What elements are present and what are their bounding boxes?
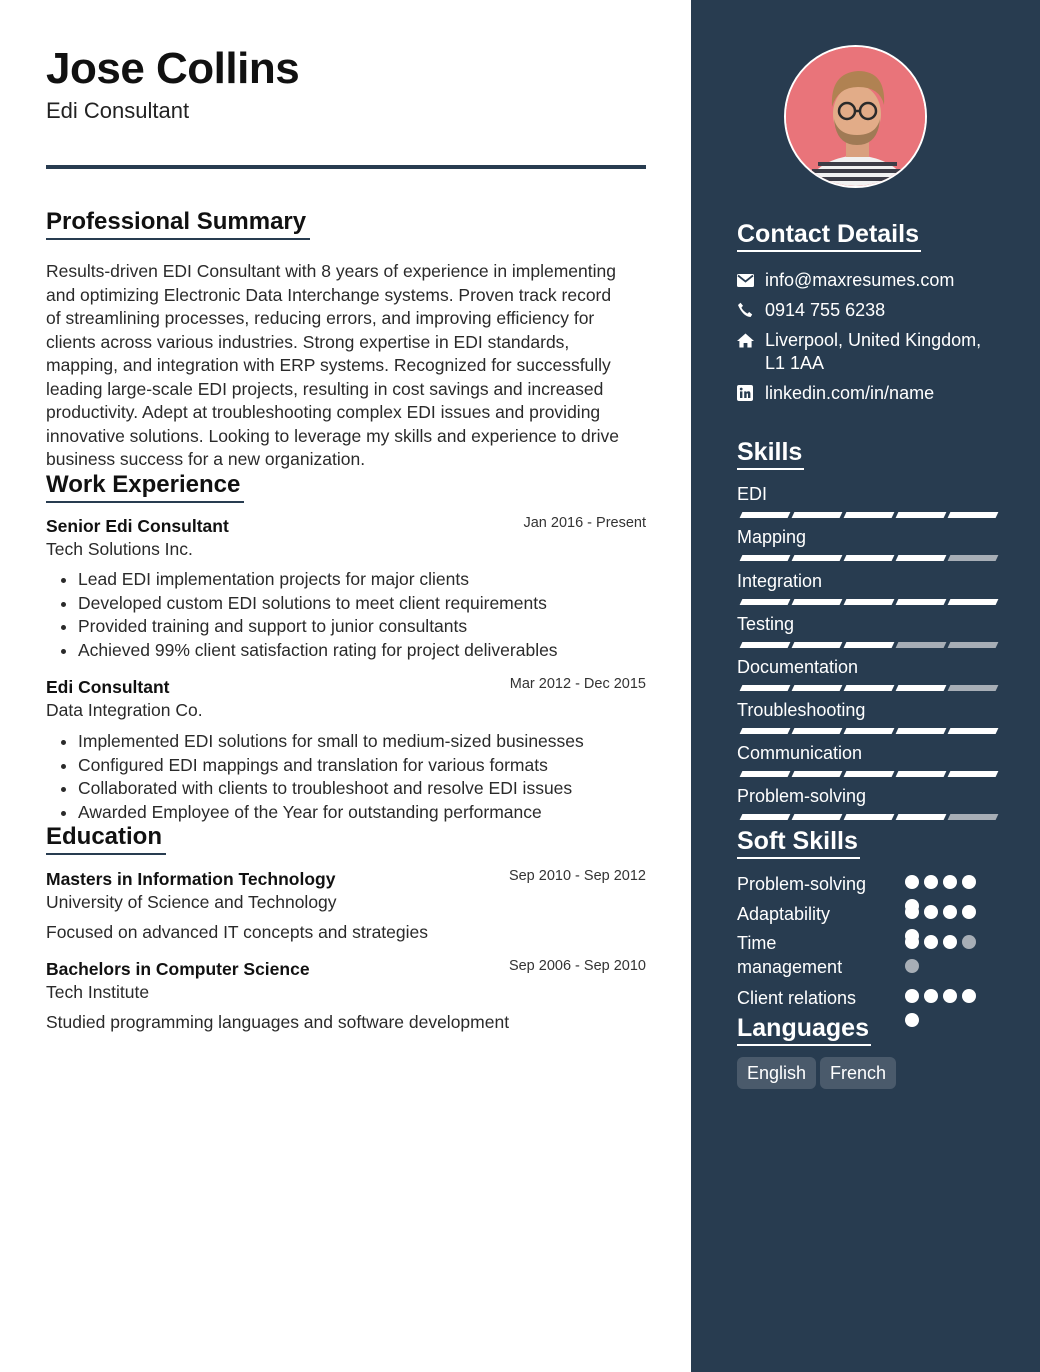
skill-level-segment [792, 512, 843, 518]
summary-line: clients across various industries. Strong expertise in EDI standards, [46, 331, 570, 352]
job-company: Data Integration Co. [46, 700, 203, 720]
skill-level-segment [896, 771, 947, 777]
rating-dot [924, 989, 938, 1003]
skill-name: Troubleshooting [737, 700, 866, 720]
skill-level-segment [948, 512, 999, 518]
skill-level-segment [740, 642, 791, 648]
avatar [784, 45, 927, 188]
skill-name: Testing [737, 614, 795, 634]
skill-level-bar [737, 642, 993, 648]
skill-name: Documentation [737, 657, 859, 677]
skill-level-segment [844, 599, 895, 605]
skill-level-segment [740, 771, 791, 777]
rating-dot [962, 935, 976, 949]
degree-dates: Sep 2010 - Sep 2012 [508, 868, 646, 884]
skill-level-segment [740, 814, 791, 820]
contact-phone[interactable] [737, 299, 1007, 322]
summary-line: productivity. Adept at troubleshooting complex EDI issues and providing [46, 402, 601, 422]
skill-level-segment [948, 771, 999, 777]
job-company: Tech Solutions Inc. [46, 539, 193, 559]
summary-heading: Professional Summary [46, 208, 310, 240]
skill-level-segment [948, 555, 999, 561]
skill-level-segment [792, 728, 843, 734]
skill-level-bar [737, 728, 993, 734]
skill-level-segment [740, 685, 791, 691]
skill-level-segment [948, 685, 999, 691]
summary-line: and optimizing Electronic Data Interchange systems. Proven track record [46, 284, 612, 305]
skill-level-segment [948, 814, 999, 820]
school-name: Tech Institute [46, 982, 150, 1002]
rating-dot [943, 905, 957, 919]
rating-dot [962, 989, 976, 1003]
summary-line: of streamlining processes, reducing errors, and improving efficiency for [46, 308, 595, 328]
skill-level-segment [896, 728, 947, 734]
job-bullet: • Collaborated with clients to troubleshoot and resolve EDI issues [78, 777, 646, 801]
soft-skill-name: Adaptability [737, 904, 831, 924]
job-title: Senior Edi Consultant [46, 516, 229, 536]
skill-level-bar [737, 555, 993, 561]
rating-dot [905, 875, 919, 889]
job-dates: Jan 2016 - Present [523, 515, 646, 531]
home-icon [737, 329, 765, 351]
job-bullet: • Lead EDI implementation projects for major clients [78, 568, 646, 592]
school-name: University of Science and Technology [46, 892, 337, 912]
skill-level-segment [844, 685, 895, 691]
sidebar [691, 0, 1040, 1372]
language-tag: English [737, 1057, 816, 1089]
skill-level-segment [896, 642, 947, 648]
job-dates: Mar 2012 - Dec 2015 [509, 676, 646, 692]
rating-dot [905, 989, 919, 1003]
job-bullet: • Achieved 99% client satisfaction rating for project deliverables [78, 639, 646, 663]
job-bullets [78, 568, 646, 662]
skill-level-segment [948, 642, 999, 648]
soft-skill-name: Client relations [737, 988, 857, 1008]
rating-dot [943, 989, 957, 1003]
contact-linkedin[interactable] [737, 382, 1007, 405]
address-line: Liverpool, United Kingdom, [765, 330, 982, 350]
rating-dot [924, 905, 938, 919]
rating-dot [905, 935, 919, 949]
skill-name: Problem-solving [737, 786, 867, 806]
address-line: L1 1AA [765, 353, 825, 373]
rating-dot [905, 905, 919, 919]
language-tag: French [820, 1057, 896, 1089]
soft-skill-name: Time management [737, 933, 843, 977]
skill-level-segment [740, 555, 791, 561]
candidate-name: Jose Collins [46, 44, 300, 93]
skill-name: Mapping [737, 527, 807, 547]
skills-heading: Skills [737, 438, 804, 470]
degree-title: Bachelors in Computer Science [46, 959, 310, 979]
summary-line: mapping, and integration with ERP systems. Recognized for successfully [46, 355, 611, 375]
job-bullet: • Implemented EDI solutions for small to medium-sized businesses [78, 730, 646, 754]
skill-level-segment [792, 685, 843, 691]
skill-level-segment [896, 555, 947, 561]
skill-level-bar [737, 685, 993, 691]
skill-level-segment [844, 814, 895, 820]
job-bullet: • Configured EDI mappings and translation for various formats [78, 754, 646, 778]
skill-level-segment [844, 512, 895, 518]
linkedin-icon [737, 382, 765, 404]
phone-icon [737, 299, 765, 321]
rating-dot [905, 1013, 919, 1027]
email-icon [737, 269, 765, 291]
skill-level-segment [844, 642, 895, 648]
degree-title: Masters in Information Technology [46, 869, 336, 889]
summary-line: innovative solutions. Looking to leverage my skills and experience to drive [46, 425, 619, 446]
skill-level-bar [737, 599, 993, 605]
skill-level-segment [740, 728, 791, 734]
skill-level-segment [792, 555, 843, 561]
job-bullets [78, 730, 646, 824]
languages-heading: Languages [737, 1014, 871, 1046]
address-text [765, 329, 981, 375]
skill-level-segment [896, 599, 947, 605]
job-title: Edi Consultant [46, 677, 170, 697]
summary-text [46, 260, 646, 472]
degree-description: Focused on advanced IT concepts and strategies [46, 922, 429, 942]
skill-level-bar [737, 512, 993, 518]
contact-heading: Contact Details [737, 220, 921, 252]
skill-level-segment [844, 555, 895, 561]
skill-name: Communication [737, 743, 863, 763]
skill-level-segment [844, 728, 895, 734]
summary-line: business success for a new organization. [46, 449, 366, 469]
skill-level-segment [896, 512, 947, 518]
header-divider [46, 165, 646, 169]
skill-level-segment [896, 814, 947, 820]
degree-dates: Sep 2006 - Sep 2010 [508, 958, 646, 974]
skill-level-segment [792, 814, 843, 820]
rating-dot [924, 875, 938, 889]
rating-dot [905, 959, 919, 973]
contact-email[interactable] [737, 269, 1007, 292]
skill-level-segment [792, 771, 843, 777]
education-heading: Education [46, 823, 166, 855]
skill-level-segment [948, 599, 999, 605]
rating-dot [943, 935, 957, 949]
rating-dot [924, 935, 938, 949]
rating-dot [962, 875, 976, 889]
skill-level-bar [737, 814, 993, 820]
summary-line: leading large-scale EDI projects, resulting in cost savings and increased [46, 378, 604, 399]
job-bullet: • Developed custom EDI solutions to meet client requirements [78, 592, 646, 616]
skill-level-segment [792, 642, 843, 648]
rating-dot [962, 905, 976, 919]
skill-level-segment [740, 512, 791, 518]
phone-text: 0914 755 6238 [765, 300, 886, 320]
job-bullet: • Provided training and support to junior consultants [78, 615, 646, 639]
skill-level-bar [737, 771, 993, 777]
skill-level-segment [740, 599, 791, 605]
rating-dot [943, 875, 957, 889]
job-bullet: • Awarded Employee of the Year for outstanding performance [78, 801, 646, 825]
contact-address [737, 329, 1007, 375]
experience-heading: Work Experience [46, 471, 244, 503]
email-text: info@maxresumes.com [765, 270, 955, 290]
skill-level-segment [948, 728, 999, 734]
skill-level-segment [792, 599, 843, 605]
skill-name: EDI [737, 484, 768, 504]
avatar-portrait [786, 47, 927, 188]
summary-line: Results-driven EDI Consultant with 8 years of experience in implementing [46, 261, 616, 281]
soft-skill-name: Problem-solving [737, 874, 867, 894]
skill-level-segment [896, 685, 947, 691]
skill-level-segment [844, 771, 895, 777]
soft-skills-heading: Soft Skills [737, 827, 860, 859]
degree-description: Studied programming languages and software development [46, 1012, 510, 1032]
linkedin-text: linkedin.com/in/name [765, 383, 935, 403]
candidate-role: Edi Consultant [46, 98, 190, 123]
skill-name: Integration [737, 571, 823, 591]
